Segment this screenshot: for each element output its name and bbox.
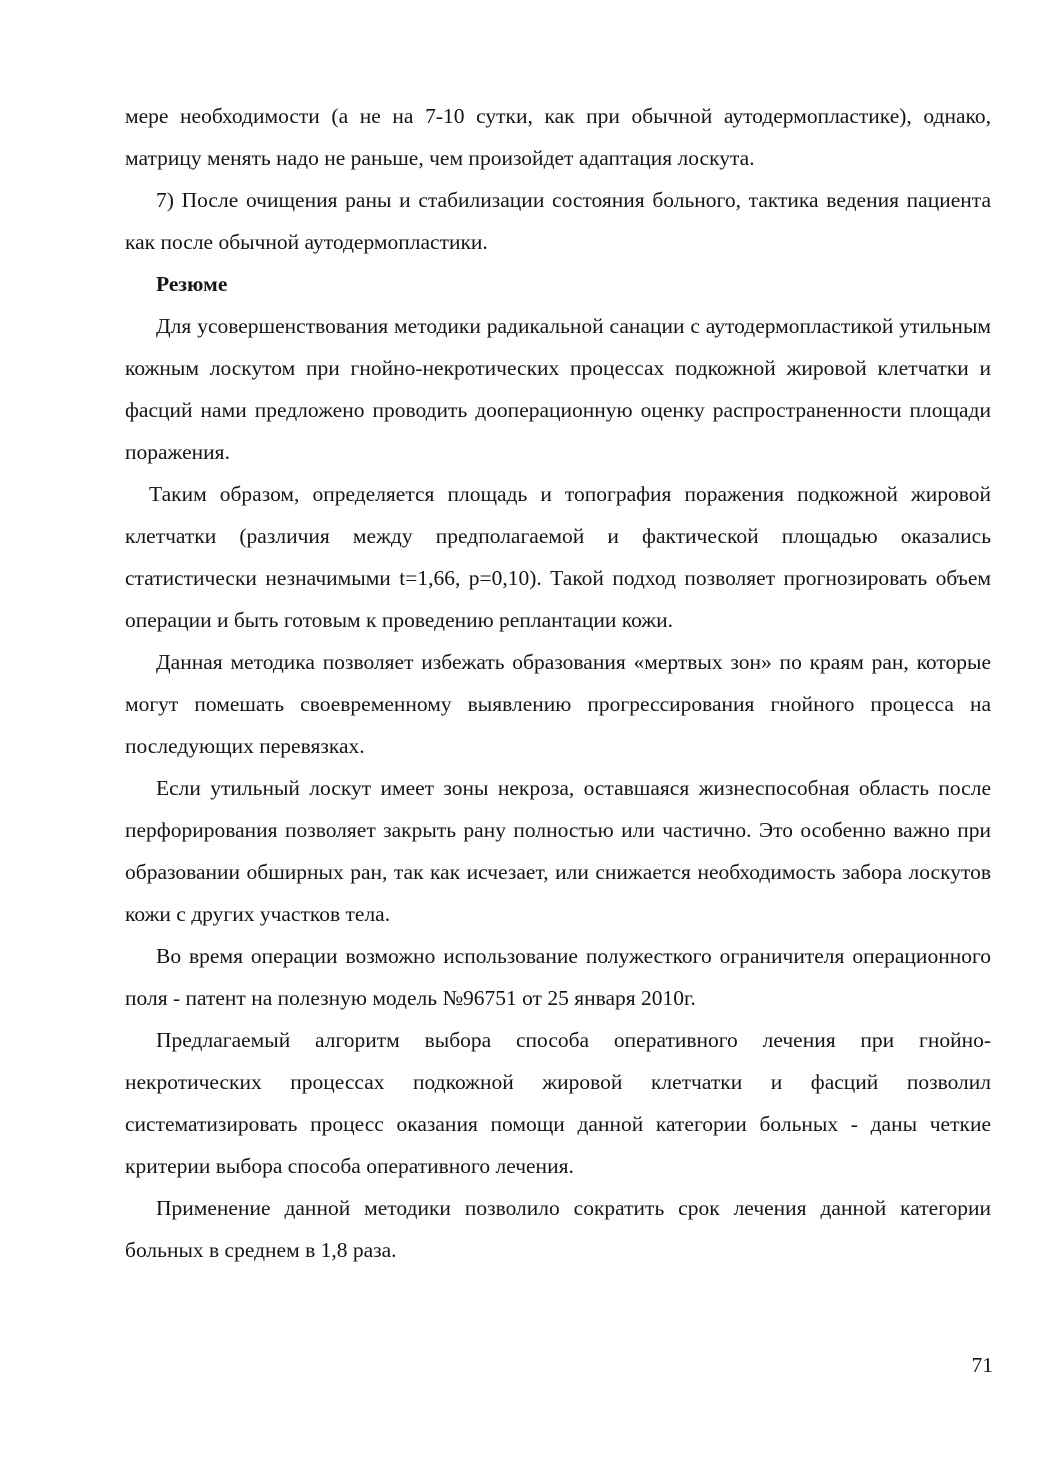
body-text: [125, 95, 991, 1271]
paragraph-patent: Во время операции возможно использование полужесткого ограничителя операционного поля - патент на полезную модель №96751 от 25 января 2010г.: [125, 944, 991, 1010]
page-number: 71: [971, 1353, 993, 1377]
paragraph-algorithm: Предлагаемый алгоритм выбора способа оперативного лечения при гнойно-некротических процессах подкожной жировой клетчатки и фасций позволил систематизировать процесс оказания помощи данной категории больных - даны четкие критерии выбора способа оперативного лечения.: [125, 1028, 991, 1178]
paragraph-summary-method: Для усовершенствования методики радикальной санации с аутодермопластикой утильным кожным лоскутом при гнойно-некротических процессах подкожной жировой клетчатки и фасций нами предложено проводить дооперационную оценку распространенности площади поражения.: [125, 314, 991, 464]
paragraph-summary-statistics: Таким образом, определяется площадь и топография поражения подкожной жировой клетчатки (различия между предполагаемой и фактической площадью оказались статистически незначимыми t=1,66, p=0,10). Такой подход позволяет прогнозировать объем операции и быть готовым к проведению реплантации кожи.: [125, 482, 991, 632]
paragraph-treatment-duration: Применение данной методики позволило сократить срок лечения данной категории больных в среднем в 1,8 раза.: [125, 1196, 991, 1262]
paragraph-step-7: 7) После очищения раны и стабилизации состояния больного, тактика ведения пациента как после обычной аутодермопластики.: [125, 188, 991, 254]
section-heading-summary: Резюме: [156, 272, 228, 296]
paragraph-continuation: мере необходимости (а не на 7-10 сутки, как при обычной аутодермопластике), однако, матрицу менять надо не раньше, чем произойдет адаптация лоскута.: [125, 104, 991, 170]
paragraph-necrosis-zones: Если утильный лоскут имеет зоны некроза, оставшаяся жизнеспособная область после перфорирования позволяет закрыть рану полностью или частично. Это особенно важно при образовании обширных ран, так как исчезает, или снижается необходимость забора лоскутов кожи с других участков тела.: [125, 776, 991, 926]
paragraph-dead-zones: Данная методика позволяет избежать образования «мертвых зон» по краям ран, которые могут помешать своевременному выявлению прогрессирования гнойного процесса на последующих перевязках.: [125, 650, 991, 758]
